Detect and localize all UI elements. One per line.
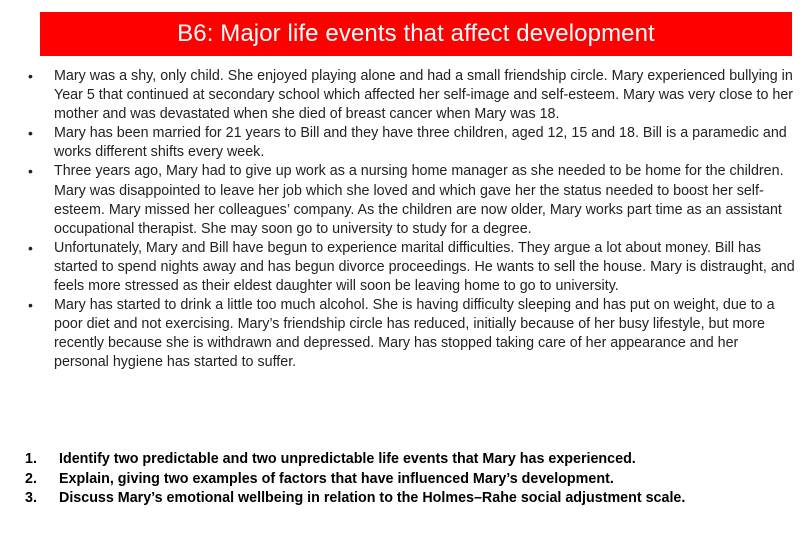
question-item — [25, 489, 800, 509]
question-text: Explain, giving two examples of factors that have influenced Mary’s development. — [59, 470, 614, 487]
case-study-bullets — [28, 67, 796, 373]
question-text: Identify two predictable and two unpredictable life events that Mary has experienced. — [59, 451, 636, 467]
bullet-item — [28, 67, 796, 124]
bullet-icon: • — [28, 68, 33, 84]
question-item — [25, 450, 800, 470]
bullet-item — [28, 239, 796, 296]
bullet-item — [28, 162, 796, 238]
question-number: 3. — [25, 490, 37, 506]
question-number: 1. — [25, 451, 37, 467]
question-text: Discuss Mary’s emotional wellbeing in relation to the Holmes–Rahe social adjustment scale. — [59, 490, 686, 506]
bullet-text: Mary has started to drink a little too much alcohol. She is having difficulty sleeping and has put on weight, due to a poor diet and not exercising. Mary’s friendship circle has reduced, initially because of her busy lifestyle, but more recently because she is withdrawn and depressed. Mary has stopped taking care of her appearance and her personal hygiene has started to suffer. — [54, 297, 775, 371]
title-banner — [40, 12, 792, 56]
bullet-icon: • — [28, 163, 33, 180]
bullet-icon: • — [28, 239, 33, 256]
question-list — [25, 450, 800, 509]
bullet-icon: • — [28, 297, 33, 314]
question-number: 2. — [25, 470, 37, 487]
bullet-item — [28, 296, 796, 372]
bullet-text: Three years ago, Mary had to give up work as a nursing home manager as she needed to be home for the children. Mary was disappointed to leave her job which she loved and which gave her the status needed to boost her self-esteem. Mary missed her colleagues’ company. As the children are now older, Mary works part time as an assistant occupational therapist. She may soon go to university to study for a degree. — [54, 163, 784, 237]
question-item — [25, 470, 800, 490]
bullet-text: Unfortunately, Mary and Bill have begun to experience marital difficulties. They argue a lot about money. Bill has started to spend nights away and has begun divorce proceedings. He wants to sell the house. Mary is distraught, and feels more stressed as their eldest daughter will soon be leaving home to go to university. — [54, 239, 795, 295]
bullet-text: Mary was a shy, only child. She enjoyed playing alone and had a small friendship circle. Mary experienced bullying in Year 5 that continued at secondary school which affected her self-image and self-esteem. Mary was very close to her mother and was devastated when she died of breast cancer when Mary was 18. — [54, 68, 794, 123]
bullet-icon: • — [28, 125, 33, 142]
bullet-item — [28, 124, 796, 162]
page-title: B6: Major life events that affect development — [177, 20, 655, 47]
bullet-text: Mary has been married for 21 years to Bill and they have three children, aged 12, 15 and 18. Bill is a paramedic and works different shifts every week. — [54, 125, 787, 161]
